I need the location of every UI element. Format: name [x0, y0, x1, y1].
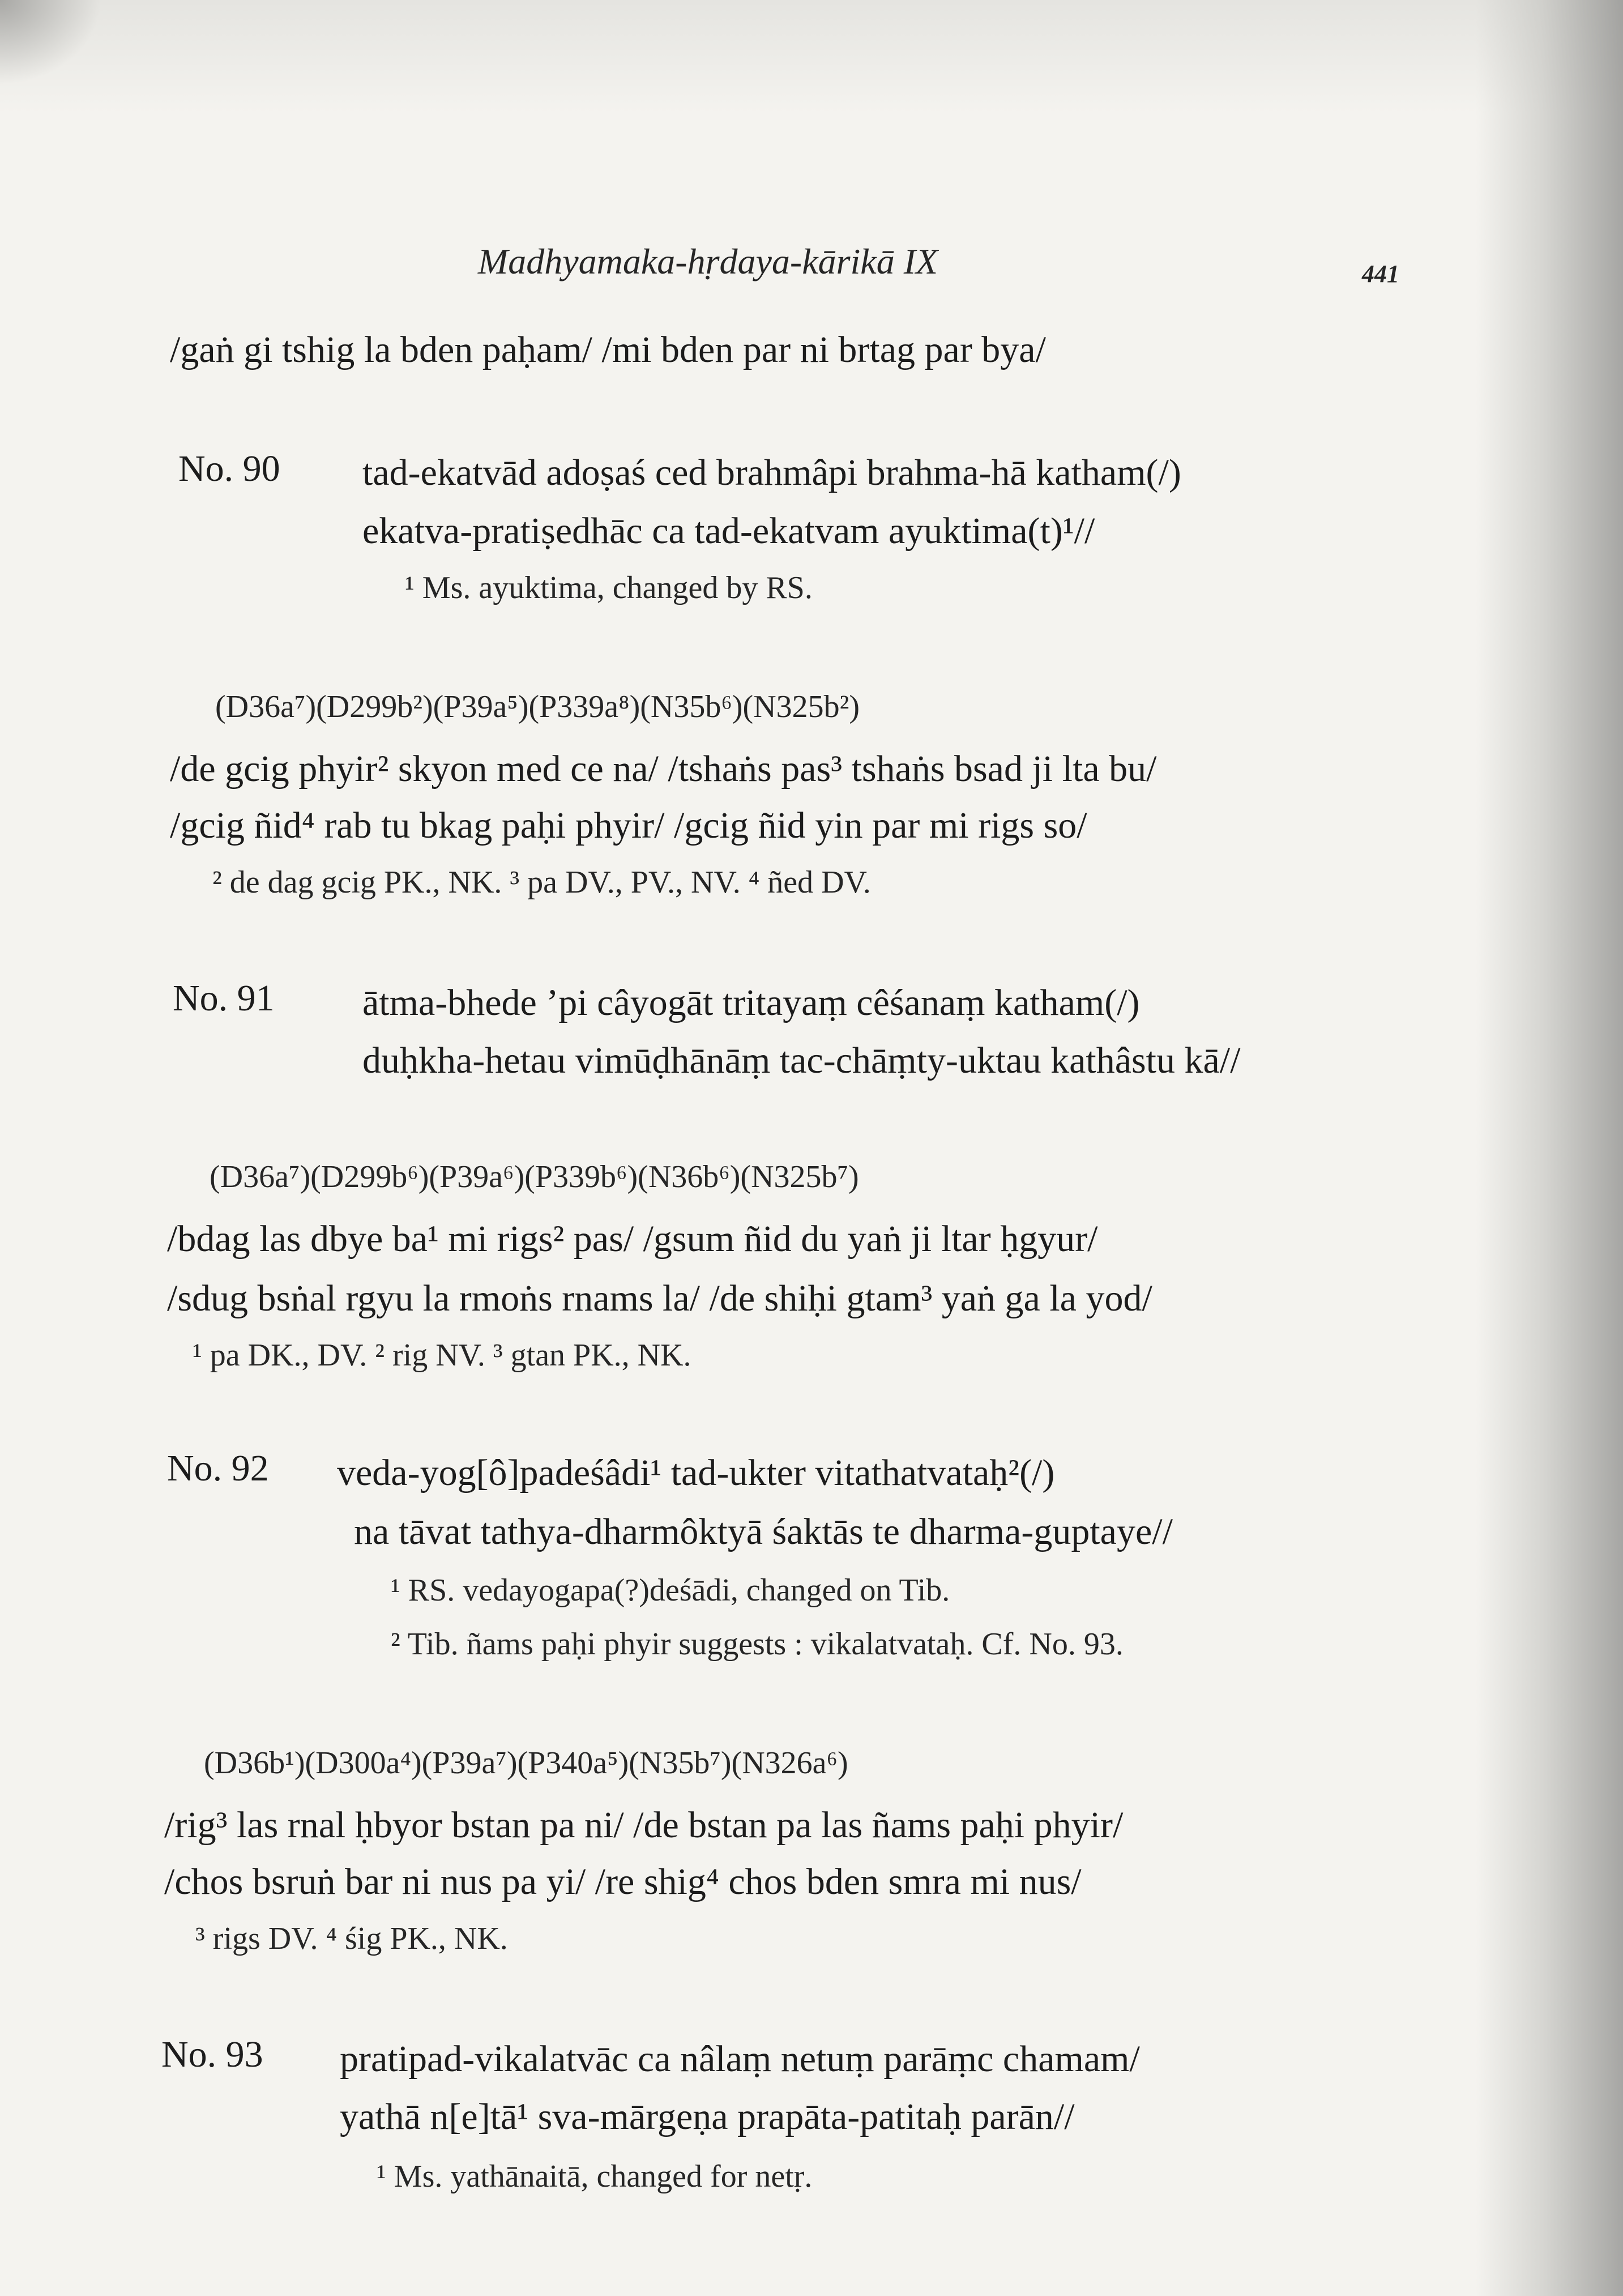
tibetan-verse-line: /chos bsruṅ bar ni nus pa yi/ /re shig⁴ chos bden smra mi nus/: [164, 1861, 1082, 1902]
footnote: ¹ Ms. ayuktima, changed by RS.: [405, 570, 813, 605]
tibetan-source-refs: (D36a⁷)(D299b⁶)(P39a⁶)(P339b⁶)(N36b⁶)(N325b⁷): [210, 1159, 859, 1194]
tibetan-verse-line: /gcig ñid⁴ rab tu bkag paḥi phyir/ /gcig ñid yin par mi rigs so/: [170, 805, 1087, 846]
footnote: ² Tib. ñams paḥi phyir suggests : vikalatvataḥ. Cf. No. 93.: [391, 1627, 1124, 1662]
tibetan-source-refs: (D36a⁷)(D299b²)(P39a⁵)(P339a⁸)(N35b⁶)(N325b²): [215, 689, 860, 724]
footnote: ² de dag gcig PK., NK. ³ pa DV., PV., NV. ⁴ ñed DV.: [212, 865, 871, 900]
scan-shadow-top: [0, 0, 1623, 113]
running-header-title: Madhyamaka-hṛdaya-kārikā IX: [477, 241, 938, 281]
sanskrit-verse-line: ātma-bhede ’pi câyogāt tritayaṃ cêśanaṃ katham(/): [362, 982, 1140, 1023]
sanskrit-verse-line: na tāvat tathya-dharmôktyā śaktās te dharma-guptaye//: [354, 1511, 1173, 1552]
tibetan-verse-line: /bdag las dbye ba¹ mi rigs² pas/ /gsum ñid du yaṅ ji ltar ḥgyur/: [167, 1218, 1098, 1260]
verse-number: No. 91: [173, 978, 275, 1019]
footnote: ³ rigs DV. ⁴ śig PK., NK.: [195, 1921, 508, 1956]
tibetan-verse-line: /sdug bsṅal rgyu la rmoṅs rnams la/ /de shiḥi gtam³ yaṅ ga la yod/: [167, 1278, 1152, 1319]
footnote: ¹ Ms. yathānaitā, changed for netṛ.: [377, 2159, 813, 2194]
verse-number: No. 90: [178, 448, 280, 489]
tibetan-source-refs: (D36b¹)(D300a⁴)(P39a⁷)(P340a⁵)(N35b⁷)(N326a⁶): [204, 1746, 848, 1781]
verse-number: No. 92: [167, 1448, 269, 1489]
tibetan-verse-line: /rig³ las rnal ḥbyor bstan pa ni/ /de bstan pa las ñams paḥi phyir/: [164, 1804, 1124, 1846]
sanskrit-verse-line: pratipad-vikalatvāc ca nâlaṃ netuṃ parāṃc chamam/: [340, 2038, 1140, 2080]
tibetan-verse-line: /de gcig phyir² skyon med ce na/ /tshaṅs pas³ tshaṅs bsad ji lta bu/: [170, 748, 1157, 789]
sanskrit-verse-line: yathā n[e]tā¹ sva-mārgeṇa prapāta-patitaḥ parān//: [340, 2096, 1075, 2137]
sanskrit-verse-line: tad-ekatvād adoṣaś ced brahmâpi brahma-hā katham(/): [362, 452, 1181, 493]
verse-number: No. 93: [161, 2034, 263, 2075]
sanskrit-verse-line: veda-yog[ô]padeśâdi¹ tad-ukter vitathatvataḥ²(/): [337, 1452, 1055, 1493]
sanskrit-verse-line: duḥkha-hetau vimūḍhānāṃ tac-chāṃty-uktau kathâstu kā//: [362, 1040, 1241, 1081]
footnote: ¹ RS. vedayogapa(?)deśādi, changed on Tib.: [391, 1573, 950, 1608]
page-number: 441: [1362, 260, 1399, 288]
tibetan-line-carryover: /gaṅ gi tshig la bden paḥam/ /mi bden par ni brtag par bya/: [170, 329, 1046, 370]
sanskrit-verse-line: ekatva-pratiṣedhāc ca tad-ekatvam ayuktima(t)¹//: [362, 510, 1095, 552]
scan-shadow-right-edge: [1476, 0, 1623, 2296]
scan-shadow-corner: [0, 0, 102, 85]
footnote: ¹ pa DK., DV. ² rig NV. ³ gtan PK., NK.: [193, 1338, 691, 1373]
